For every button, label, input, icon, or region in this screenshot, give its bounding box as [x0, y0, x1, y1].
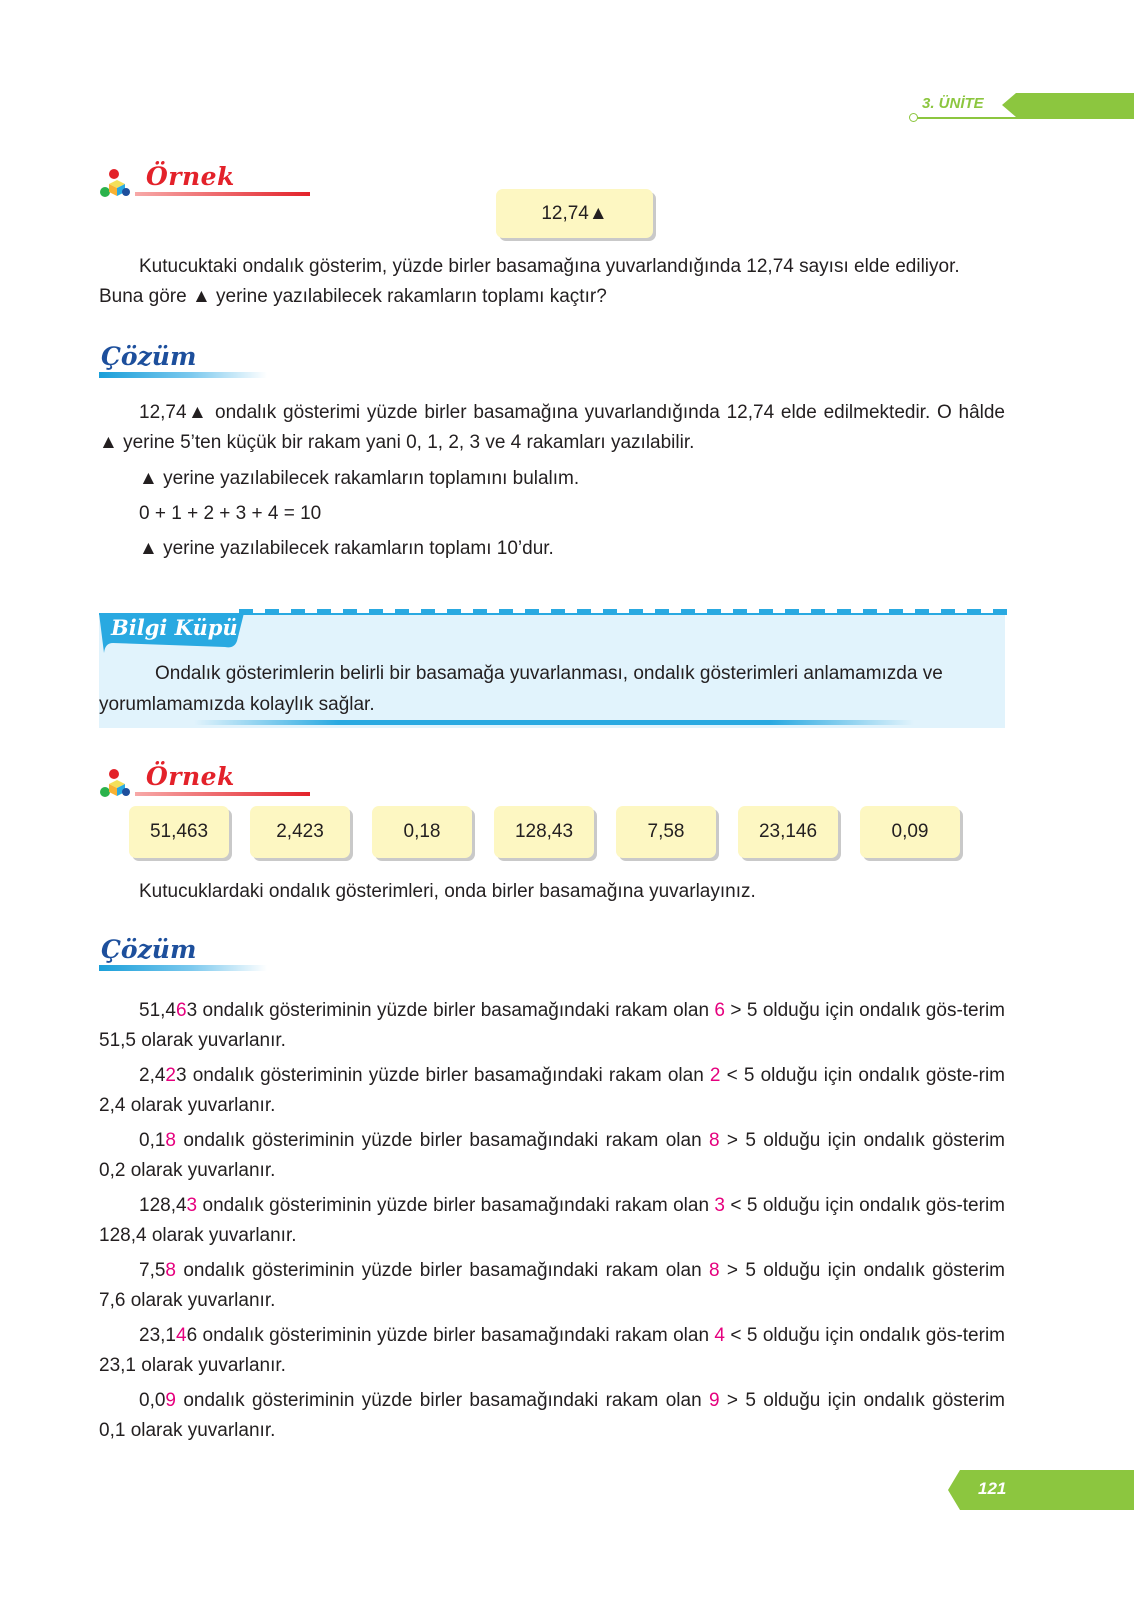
- item-conclusion: > 5 olduğu için ondalık gösterim 7,6 olarak yuvarlanır.: [99, 1260, 1005, 1311]
- solution-paragraph-4: [99, 534, 1005, 564]
- solution-paragraph-2: [99, 464, 1005, 494]
- solution-item-5: [99, 1256, 1005, 1316]
- question-line-2: Buna göre ▲ yerine yazılabilecek rakamların toplamı kaçtır?: [99, 286, 607, 307]
- highlighted-digit: 9: [708, 1390, 720, 1411]
- highlighted-digit: 4: [175, 1325, 187, 1346]
- item-text: ondalık gösteriminin yüzde birler basamağındaki rakam olan: [176, 1130, 709, 1151]
- solution-equation: [99, 499, 1005, 529]
- item-conclusion: < 5 olduğu için ondalık göste-rim 2,4 olarak yuvarlanır.: [99, 1065, 1005, 1116]
- info-box-text-content: Ondalık gösterimlerin belirli bir basamağa yuvarlanması, ondalık gösterimleri anlamamızda ve yorumlamamızda kolaylık sağlar.: [99, 663, 943, 715]
- number-prefix: 0,1: [139, 1130, 166, 1151]
- info-box-title: Bilgi Küpü: [111, 615, 238, 640]
- highlighted-digit: 6: [175, 1000, 187, 1021]
- item-conclusion: < 5 olduğu için ondalık gös-terim 23,1 olarak yuvarlanır.: [99, 1325, 1005, 1376]
- solution-paragraph-1: [99, 398, 1005, 458]
- item-text: ondalık gösteriminin yüzde birler basamağındaki rakam olan: [176, 1390, 709, 1411]
- value-box-4: 128,43: [494, 806, 594, 858]
- highlighted-digit: 8: [708, 1260, 720, 1281]
- solution-item-1: [99, 996, 1005, 1056]
- highlighted-digit: 4: [714, 1325, 725, 1346]
- value-box-5: 7,58: [616, 806, 716, 858]
- number-prefix: 128,4: [139, 1195, 187, 1216]
- highlighted-digit: 6: [714, 1000, 725, 1021]
- cubes-icon: [99, 766, 131, 798]
- solution-paragraph-4-text: ▲ yerine yazılabilecek rakamların toplamı 10’dur.: [139, 538, 554, 559]
- solution-paragraph-2-text: ▲ yerine yazılabilecek rakamların toplamını bulalım.: [139, 468, 580, 489]
- example-2-heading: [99, 762, 319, 798]
- item-text: ondalık gösteriminin yüzde birler basamağındaki rakam olan: [186, 1065, 710, 1086]
- number-prefix: 23,1: [139, 1325, 176, 1346]
- item-conclusion: < 5 olduğu için ondalık gös-terim 128,4 olarak yuvarlanır.: [99, 1195, 1005, 1246]
- value-box: 12,74▲: [496, 189, 653, 238]
- item-conclusion: > 5 olduğu için ondalık gös-terim 51,5 olarak yuvarlanır.: [99, 1000, 1005, 1051]
- page-number: 121: [978, 1479, 1007, 1498]
- info-box: [99, 613, 1005, 728]
- number-suffix: 3: [186, 1000, 198, 1021]
- number-prefix: 2,4: [139, 1065, 166, 1086]
- item-text: ondalık gösteriminin yüzde birler basamağındaki rakam olan: [197, 1325, 715, 1346]
- item-text: ondalık gösteriminin yüzde birler basamağındaki rakam olan: [197, 1195, 715, 1216]
- example-2-heading-bar: [135, 792, 310, 796]
- unit-header-line: [915, 117, 1134, 119]
- example-heading-bar: [135, 192, 310, 196]
- solution-item-6: [99, 1321, 1005, 1381]
- solution-heading: [99, 342, 269, 378]
- question-text: [99, 252, 1005, 312]
- page-number-tab: [948, 1470, 1134, 1510]
- item-conclusion: > 5 olduğu için ondalık gösterim 0,2 olarak yuvarlanır.: [99, 1130, 1005, 1181]
- number-prefix: 0,0: [139, 1390, 166, 1411]
- unit-header-dot: [909, 113, 918, 122]
- instruction-text: [99, 877, 1005, 907]
- solution-2-heading-bar: [99, 965, 267, 971]
- info-box-text: [99, 658, 994, 720]
- item-text: ondalık gösteriminin yüzde birler basamağındaki rakam olan: [197, 1000, 715, 1021]
- instruction-text-content: Kutucuklardaki ondalık gösterimleri, onda birler basamağına yuvarlayınız.: [139, 881, 756, 902]
- example-heading: [99, 162, 319, 198]
- solution-paragraph-1-text: 12,74▲ ondalık gösterimi yüzde birler basamağına yuvarlandığında 12,74 elde edilmektedir. O hâlde ▲ yerine 5’ten küçük bir rakam yani 0, 1, 2, 3 ve 4 rakamları yazılabilir.: [99, 402, 1005, 453]
- example-heading-text: Örnek: [146, 162, 235, 191]
- solution-2-heading: [99, 935, 269, 971]
- highlighted-digit: 8: [165, 1130, 176, 1151]
- question-line-1: Kutucuktaki ondalık gösterim, yüzde birler basamağına yuvarlandığında 12,74 sayısı elde ediliyor.: [139, 256, 960, 277]
- number-suffix: 3: [176, 1065, 187, 1086]
- number-suffix: 6: [186, 1325, 198, 1346]
- highlighted-digit: 8: [165, 1260, 176, 1281]
- solution-item-4: [99, 1191, 1005, 1251]
- unit-label: 3. ÜNİTE: [922, 95, 984, 112]
- example-2-heading-text: Örnek: [146, 762, 235, 791]
- item-text: ondalık gösteriminin yüzde birler basamağındaki rakam olan: [176, 1260, 709, 1281]
- value-box-6: 23,146: [738, 806, 838, 858]
- solution-item-2: [99, 1061, 1005, 1121]
- cubes-icon: [99, 166, 131, 198]
- unit-header-tab: [1002, 93, 1134, 117]
- value-box-7: 0,09: [860, 806, 960, 858]
- value-box-1: 51,463: [129, 806, 229, 858]
- highlighted-digit: 3: [186, 1195, 198, 1216]
- item-conclusion: > 5 olduğu için ondalık gösterim 0,1 olarak yuvarlanır.: [99, 1390, 1005, 1441]
- highlighted-digit: 8: [708, 1130, 720, 1151]
- highlighted-digit: 2: [709, 1065, 721, 1086]
- info-box-dashes: [239, 609, 1009, 615]
- highlighted-digit: 3: [714, 1195, 725, 1216]
- solution-2-heading-text: Çözüm: [101, 935, 197, 964]
- value-box-2: 2,423: [250, 806, 350, 858]
- solution-equation-text: 0 + 1 + 2 + 3 + 4 = 10: [139, 503, 322, 524]
- value-box-3: 0,18: [372, 806, 472, 858]
- solution-item-3: [99, 1126, 1005, 1186]
- info-box-bottom-line: [194, 720, 914, 725]
- solution-heading-bar: [99, 372, 267, 378]
- solution-item-7: [99, 1386, 1005, 1446]
- number-prefix: 7,5: [139, 1260, 166, 1281]
- solution-heading-text: Çözüm: [101, 342, 197, 371]
- highlighted-digit: 9: [165, 1390, 176, 1411]
- highlighted-digit: 2: [165, 1065, 176, 1086]
- number-prefix: 51,4: [139, 1000, 176, 1021]
